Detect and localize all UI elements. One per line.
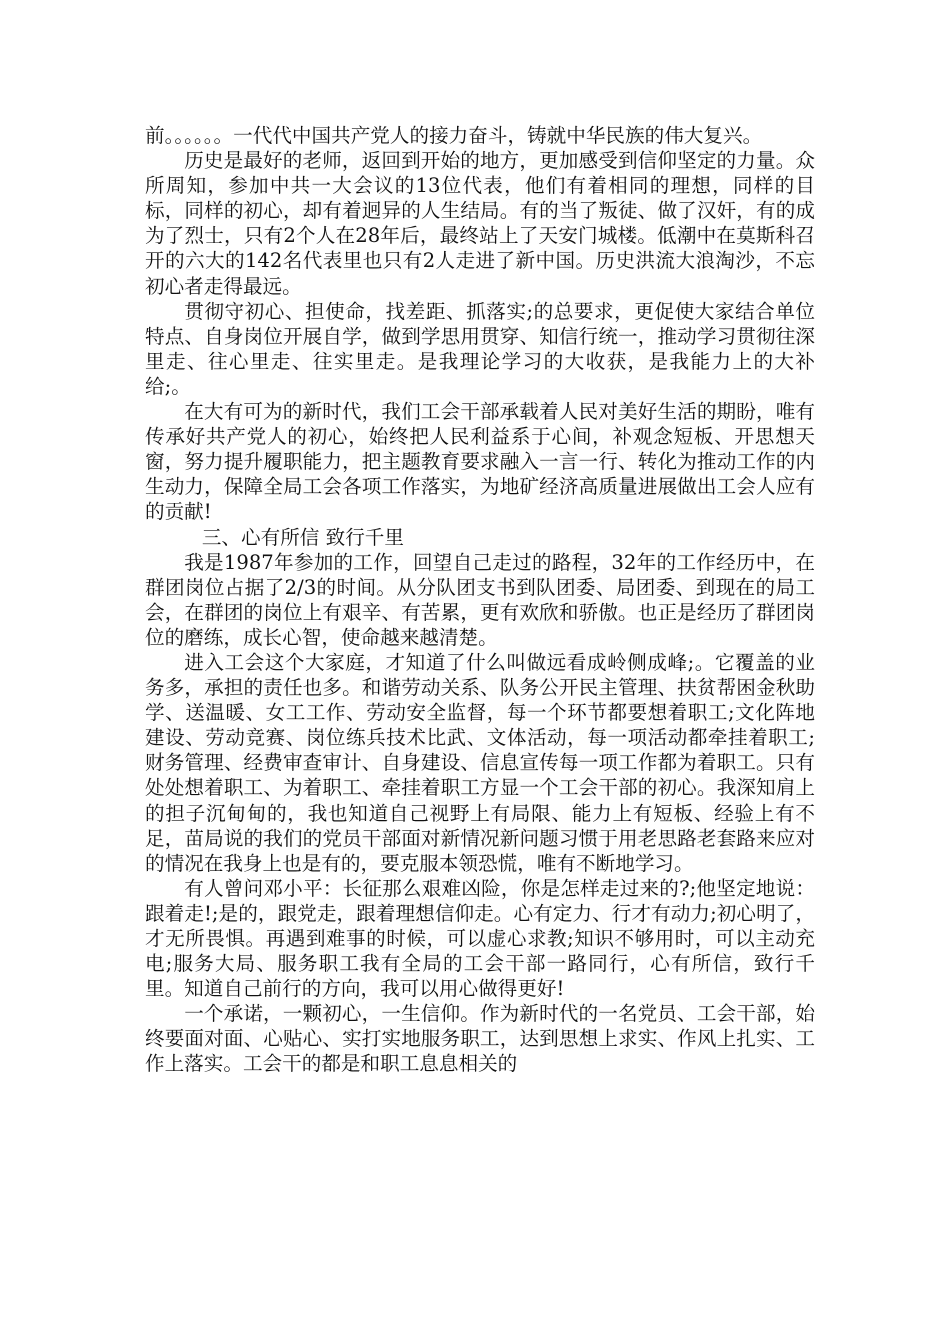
document-body <box>145 123 815 1077</box>
paragraph-commitment: 一个承诺，一颗初心，一生信仰。作为新时代的一名党员、工会干部，始终要面对面、心贴心、实打实地服务职工，达到思想上求实、作风上扎实、工作上落实。工会干的都是和职工息息相关的 <box>145 1002 815 1076</box>
paragraph-career: 我是1987年参加的工作，回望自己走过的路程，32年的工作经历中，在群团岗位占据了2/3的时间。从分队团支书到队团委、局团委、到现在的局工会，在群团的岗位上有艰辛、有苦累，更有欢欣和骄傲。也正是经历了群团岗位的磨练，成长心智，使命越来越清楚。 <box>145 550 815 649</box>
paragraph-new-era: 在大有可为的新时代，我们工会干部承载着人民对美好生活的期盼，唯有传承好共产党人的初心，始终把人民利益系于心间，补观念短板、开思想天窗，努力提升履职能力，把主题教育要求融入一言一行、转化为推动工作的内生动力，保障全局工会各项工作落实，为地矿经济高质量进展做出工会人应有的贡献! <box>145 400 815 524</box>
paragraph-union-work: 进入工会这个大家庭，才知道了什么叫做远看成岭侧成峰;。它覆盖的业务多，承担的责任也多。和谐劳动关系、队务公开民主管理、扶贫帮困金秋助学、送温暖、女工工作、劳动安全监督，每一个环节都要想着职工;文化阵地建设、劳动竞赛、岗位练兵技术比武、文体活动，每一项活动都牵挂着职工;财务管理、经费审查审计、自身建设、信息宣传每一项工作都为着职工。只有处处想着职工、为着职工、牵挂着职工方显一个工会干部的初心。我深知肩上的担子沉甸甸的，我也知道自己视野上有局限、能力上有短板、经验上有不足，苗局说的我们的党员干部面对新情况新问题习惯于用老思路老套路来应对的情况在我身上也是有的，要克服本领恐慌，唯有不断地学习。 <box>145 650 815 875</box>
paragraph-history: 历史是最好的老师，返回到开始的地方，更加感受到信仰坚定的力量。众所周知，参加中共一大会议的13位代表，他们有着相同的理想，同样的目标，同样的初心，却有着迥异的人生结局。有的当了叛徒、做了汉奸，有的成为了烈士，只有2个人在28年后，最终站上了天安门城楼。低潮中在莫斯科召开的六大的142名代表里也只有2人走进了新中国。历史洪流大浪淘沙，不忘初心者走得最远。 <box>145 149 815 298</box>
paragraph-implementation: 贯彻守初心、担使命，找差距、抓落实;的总要求，更促使大家结合单位特点、自身岗位开展自学，做到学思用贯穿、知信行统一，推动学习贯彻往深里走、往心里走、往实里走。是我理论学习的大收获，是我能力上的大补给;。 <box>145 299 815 398</box>
paragraph-deng-quote: 有人曾问邓小平：长征那么艰难凶险，你是怎样走过来的?;他坚定地说：跟着走!;是的，跟党走，跟着理想信仰走。心有定力、行才有动力;初心明了，才无所畏惧。再遇到难事的时候，可以虚心求教;知识不够用时，可以主动充电;服务大局、服务职工我有全局的工会干部一路同行，心有所信，致行千里。知道自己前行的方向，我可以用心做得更好! <box>145 876 815 1001</box>
paragraph-continuation: 前。。。。。。一代代中国共产党人的接力奋斗，铸就中华民族的伟大复兴。 <box>145 124 763 147</box>
section-heading: 三、心有所信 致行千里 <box>201 525 404 549</box>
